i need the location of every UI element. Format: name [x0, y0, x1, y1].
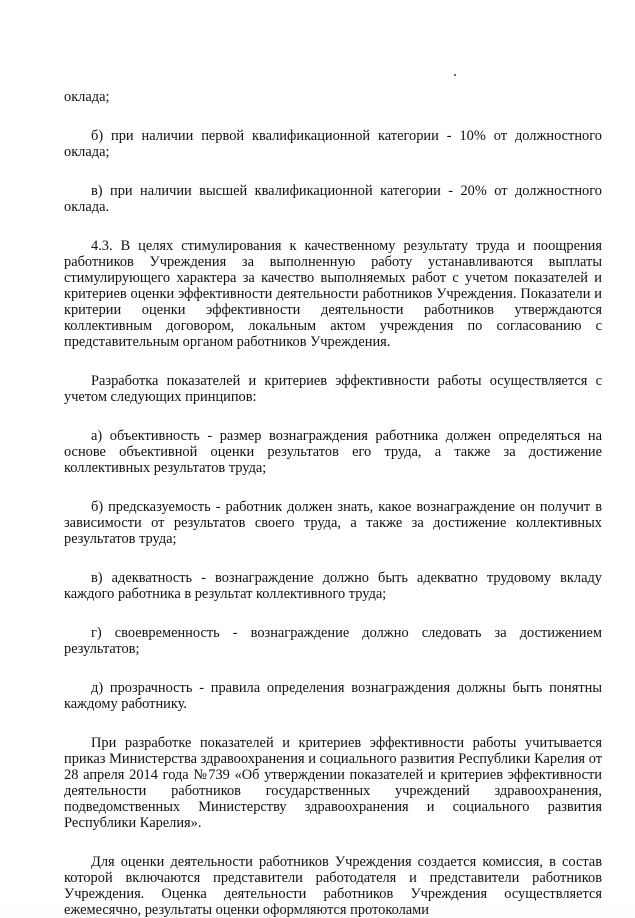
scan-speck: [454, 74, 456, 76]
paragraph-first-category: б) при наличии первой квалификационной категории - 10% от должностного оклада;: [64, 128, 602, 160]
paragraph-commission: Для оценки деятельности работников Учреждения создается комиссия, в состав которой включаются представители работодателя и представители работников Учреждения. Оценка деятельности работников Учреждения осуществляется ежемесячно, результаты оценки оформляются протоколами: [64, 854, 602, 918]
paragraph-ministry-order: При разработке показателей и критериев эффективности работы учитывается приказ Министерства здравоохранения и социального развития Республики Карелия от 28 апреля 2014 года №739 «Об утверждении показателей и критериев эффективности деятельности работников государственных учреждений здравоохранения, подведомственных Министерству здравоохранения и социального развития Республики Карелия».: [64, 735, 602, 831]
paragraph-timeliness: г) своевременность - вознаграждение должно следовать за достижением результатов;: [64, 625, 602, 657]
paragraph-continuation: оклада;: [64, 89, 110, 105]
paragraph-predictability: б) предсказуемость - работник должен знать, какое вознаграждение он получит в зависимости от результатов своего труда, а также за достижение коллективных результатов труда;: [64, 499, 602, 547]
paragraph-section-4-3: 4.3. В целях стимулирования к качественному результату труда и поощрения работников Учреждения за выполненную работу устанавливаются выплаты стимулирующего характера за качество выполняемых работ с учетом показателей и критериев оценки эффективности деятельности работников Учреждения. Показатели и критерии оценки эффективности деятельности работников утверждаются коллективным договором, локальным актом учреждения по согласованию с представительным органом работников Учреждения.: [64, 238, 602, 350]
paragraph-transparency: д) прозрачность - правила определения вознаграждения должны быть понятны каждому работнику.: [64, 680, 602, 712]
paragraph-objectivity: а) объективность - размер вознаграждения работника должен определяться на основе объективной оценки результатов его труда, а также за достижение коллективных результатов труда;: [64, 428, 602, 476]
paragraph-adequacy: в) адекватность - вознаграждение должно быть адекватно трудовому вкладу каждого работника в результат коллективного труда;: [64, 570, 602, 602]
paragraph-principles-intro: Разработка показателей и критериев эффективности работы осуществляется с учетом следующих принципов:: [64, 373, 602, 405]
paragraph-highest-category: в) при наличии высшей квалификационной категории - 20% от должностного оклада.: [64, 183, 602, 215]
document-body: [64, 89, 602, 918]
